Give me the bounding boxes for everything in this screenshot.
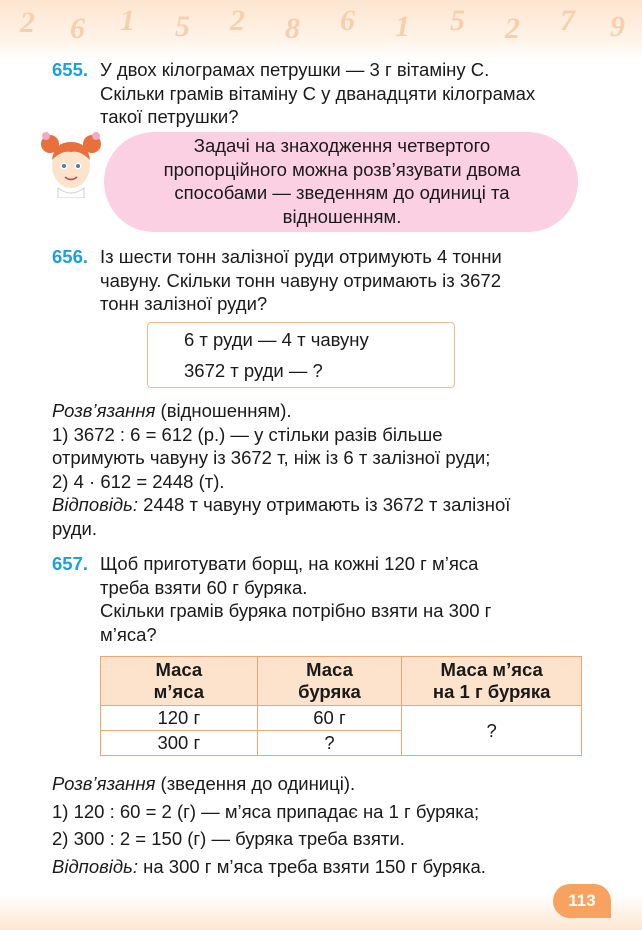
table-cell-merged: ? <box>402 706 582 756</box>
table-cell: ? <box>257 731 402 756</box>
answer-text: на 300 г м’яса треба взяти 150 г буряка. <box>138 855 486 877</box>
tip-line: відношенням. <box>282 205 402 227</box>
tip-line: пропорційного можна розв’язувати двома <box>163 158 521 180</box>
problem-655 <box>52 58 584 129</box>
table-cell: 120 г <box>101 706 258 731</box>
table-row <box>101 706 582 731</box>
problem-text-line: Скільки грамів буряка потрібно взяти на 300 г <box>100 600 492 621</box>
table-cell: 60 г <box>257 706 402 731</box>
tip-text <box>112 134 572 228</box>
solution-step: 1) 120 : 60 = 2 (г) — м’яса припадає на 1 г буряка; <box>52 800 480 822</box>
given-line: 3672 т руди — ? <box>184 360 323 381</box>
problem-number: 655. <box>52 59 89 80</box>
given-box <box>147 322 455 388</box>
solution-656 <box>52 399 584 540</box>
footer-band <box>0 894 642 930</box>
girl-character-icon <box>40 130 102 198</box>
problem-657 <box>52 552 584 646</box>
solution-step: 2) 4 · 612 = 2448 (т). <box>52 470 225 492</box>
table-header-cell: Маса м’яса <box>101 657 258 706</box>
problem-text-line: У двох кілограмах петрушки — 3 г вітаміну С. <box>100 59 490 80</box>
problem-number: 657. <box>52 553 89 574</box>
problem-text-line: чавуну. Скільки тонн чавуну отримають із 3672 <box>100 269 501 291</box>
solution-label: Розв’язання <box>52 400 156 421</box>
answer-label: Відповідь: <box>52 494 139 515</box>
problem-text-line: м’яса? <box>100 623 157 645</box>
solution-step: отримують чавуну із 3672 т, ніж із 6 т залізної руди; <box>52 447 491 468</box>
problem-text-line: треба взяти 60 г буряка. <box>100 576 308 598</box>
problem-text-line: Скільки грамів вітаміну С у дванадцяти кілограмах <box>100 82 536 104</box>
solution-label: Розв’язання <box>52 773 156 794</box>
problem-number: 656. <box>52 246 89 267</box>
answer-label: Відповідь: <box>52 855 139 877</box>
solution-method: (зведення до одиниці). <box>155 773 356 794</box>
answer-text: руди. <box>52 517 97 539</box>
problem-656 <box>52 245 584 316</box>
table-cell: 300 г <box>101 731 258 756</box>
solution-657 <box>52 770 584 880</box>
tip-line: способами — зведенням до одиниці та <box>174 182 510 203</box>
solution-step: 2) 300 : 2 = 150 (г) — буряка треба взяти. <box>52 828 405 849</box>
problem-text-line: такої петрушки? <box>100 106 239 127</box>
table-header-cell: Маса м’яса на 1 г буряка <box>402 657 582 706</box>
solution-method: (відношенням). <box>155 400 292 421</box>
problem-text-line: Із шести тонн залізної руди отримують 4 тонни <box>100 246 502 267</box>
table-header-cell: Маса буряка <box>257 657 402 706</box>
given-line: 6 т руди — 4 т чавуну <box>184 329 369 350</box>
tip-line: Задачі на знаходження четвертого <box>193 135 491 156</box>
decorative-header-band: 2 6 1 5 2 8 6 1 5 2 7 9 <box>0 0 642 60</box>
page-number: 113 <box>553 884 611 918</box>
answer-text: 2448 т чавуну отримають із 3672 т залізної <box>138 494 511 515</box>
table-header-row <box>101 657 582 706</box>
problem-text-line: Щоб приготувати борщ, на кожні 120 г м’яса <box>100 553 479 574</box>
problem-text-line: тонн залізної руди? <box>100 293 268 314</box>
data-table <box>100 656 582 756</box>
solution-step: 1) 3672 : 6 = 612 (р.) — у стільки разів більше <box>52 423 443 445</box>
